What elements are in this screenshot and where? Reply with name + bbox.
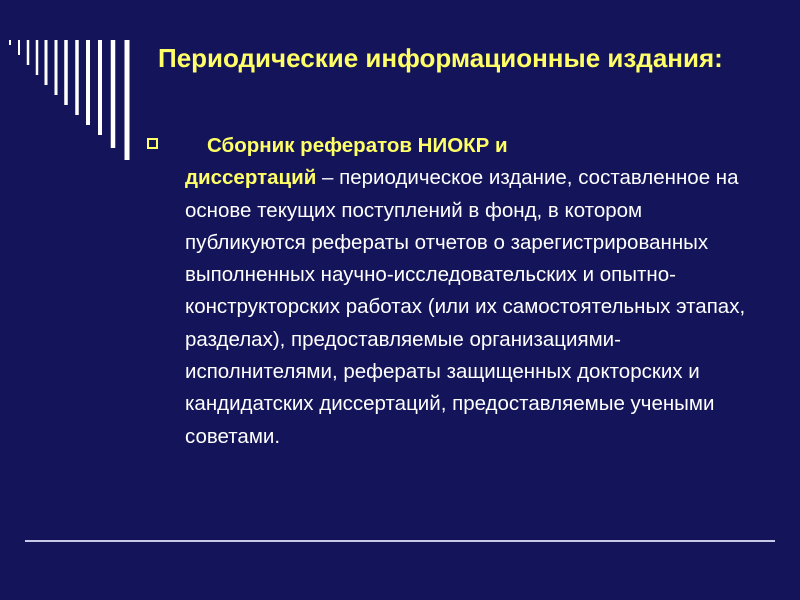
slide-title: Периодические информационные издания: xyxy=(158,43,723,73)
decorative-stripes xyxy=(0,0,140,170)
bullet-term-line2: диссертаций xyxy=(185,166,317,190)
square-bullet-icon xyxy=(147,138,158,149)
footer-divider xyxy=(25,540,775,542)
bullet-definition: – периодическое издание, составленное на основе текущих поступлений в фонд, в котором публикуются рефераты отчетов о зарегистрированных выполненных научно-исследовательских и опытно-конструкторских работах (или их самостоятельных этапах, разделах), предоставляемые организациями-исполнителями, рефераты защищенных докторских и кандидатских диссертаций, предоставляемые учеными советами. xyxy=(185,166,746,448)
bullet-term-line1: Сборник рефератов НИОКР и xyxy=(207,134,508,157)
bullet-text xyxy=(185,130,760,453)
